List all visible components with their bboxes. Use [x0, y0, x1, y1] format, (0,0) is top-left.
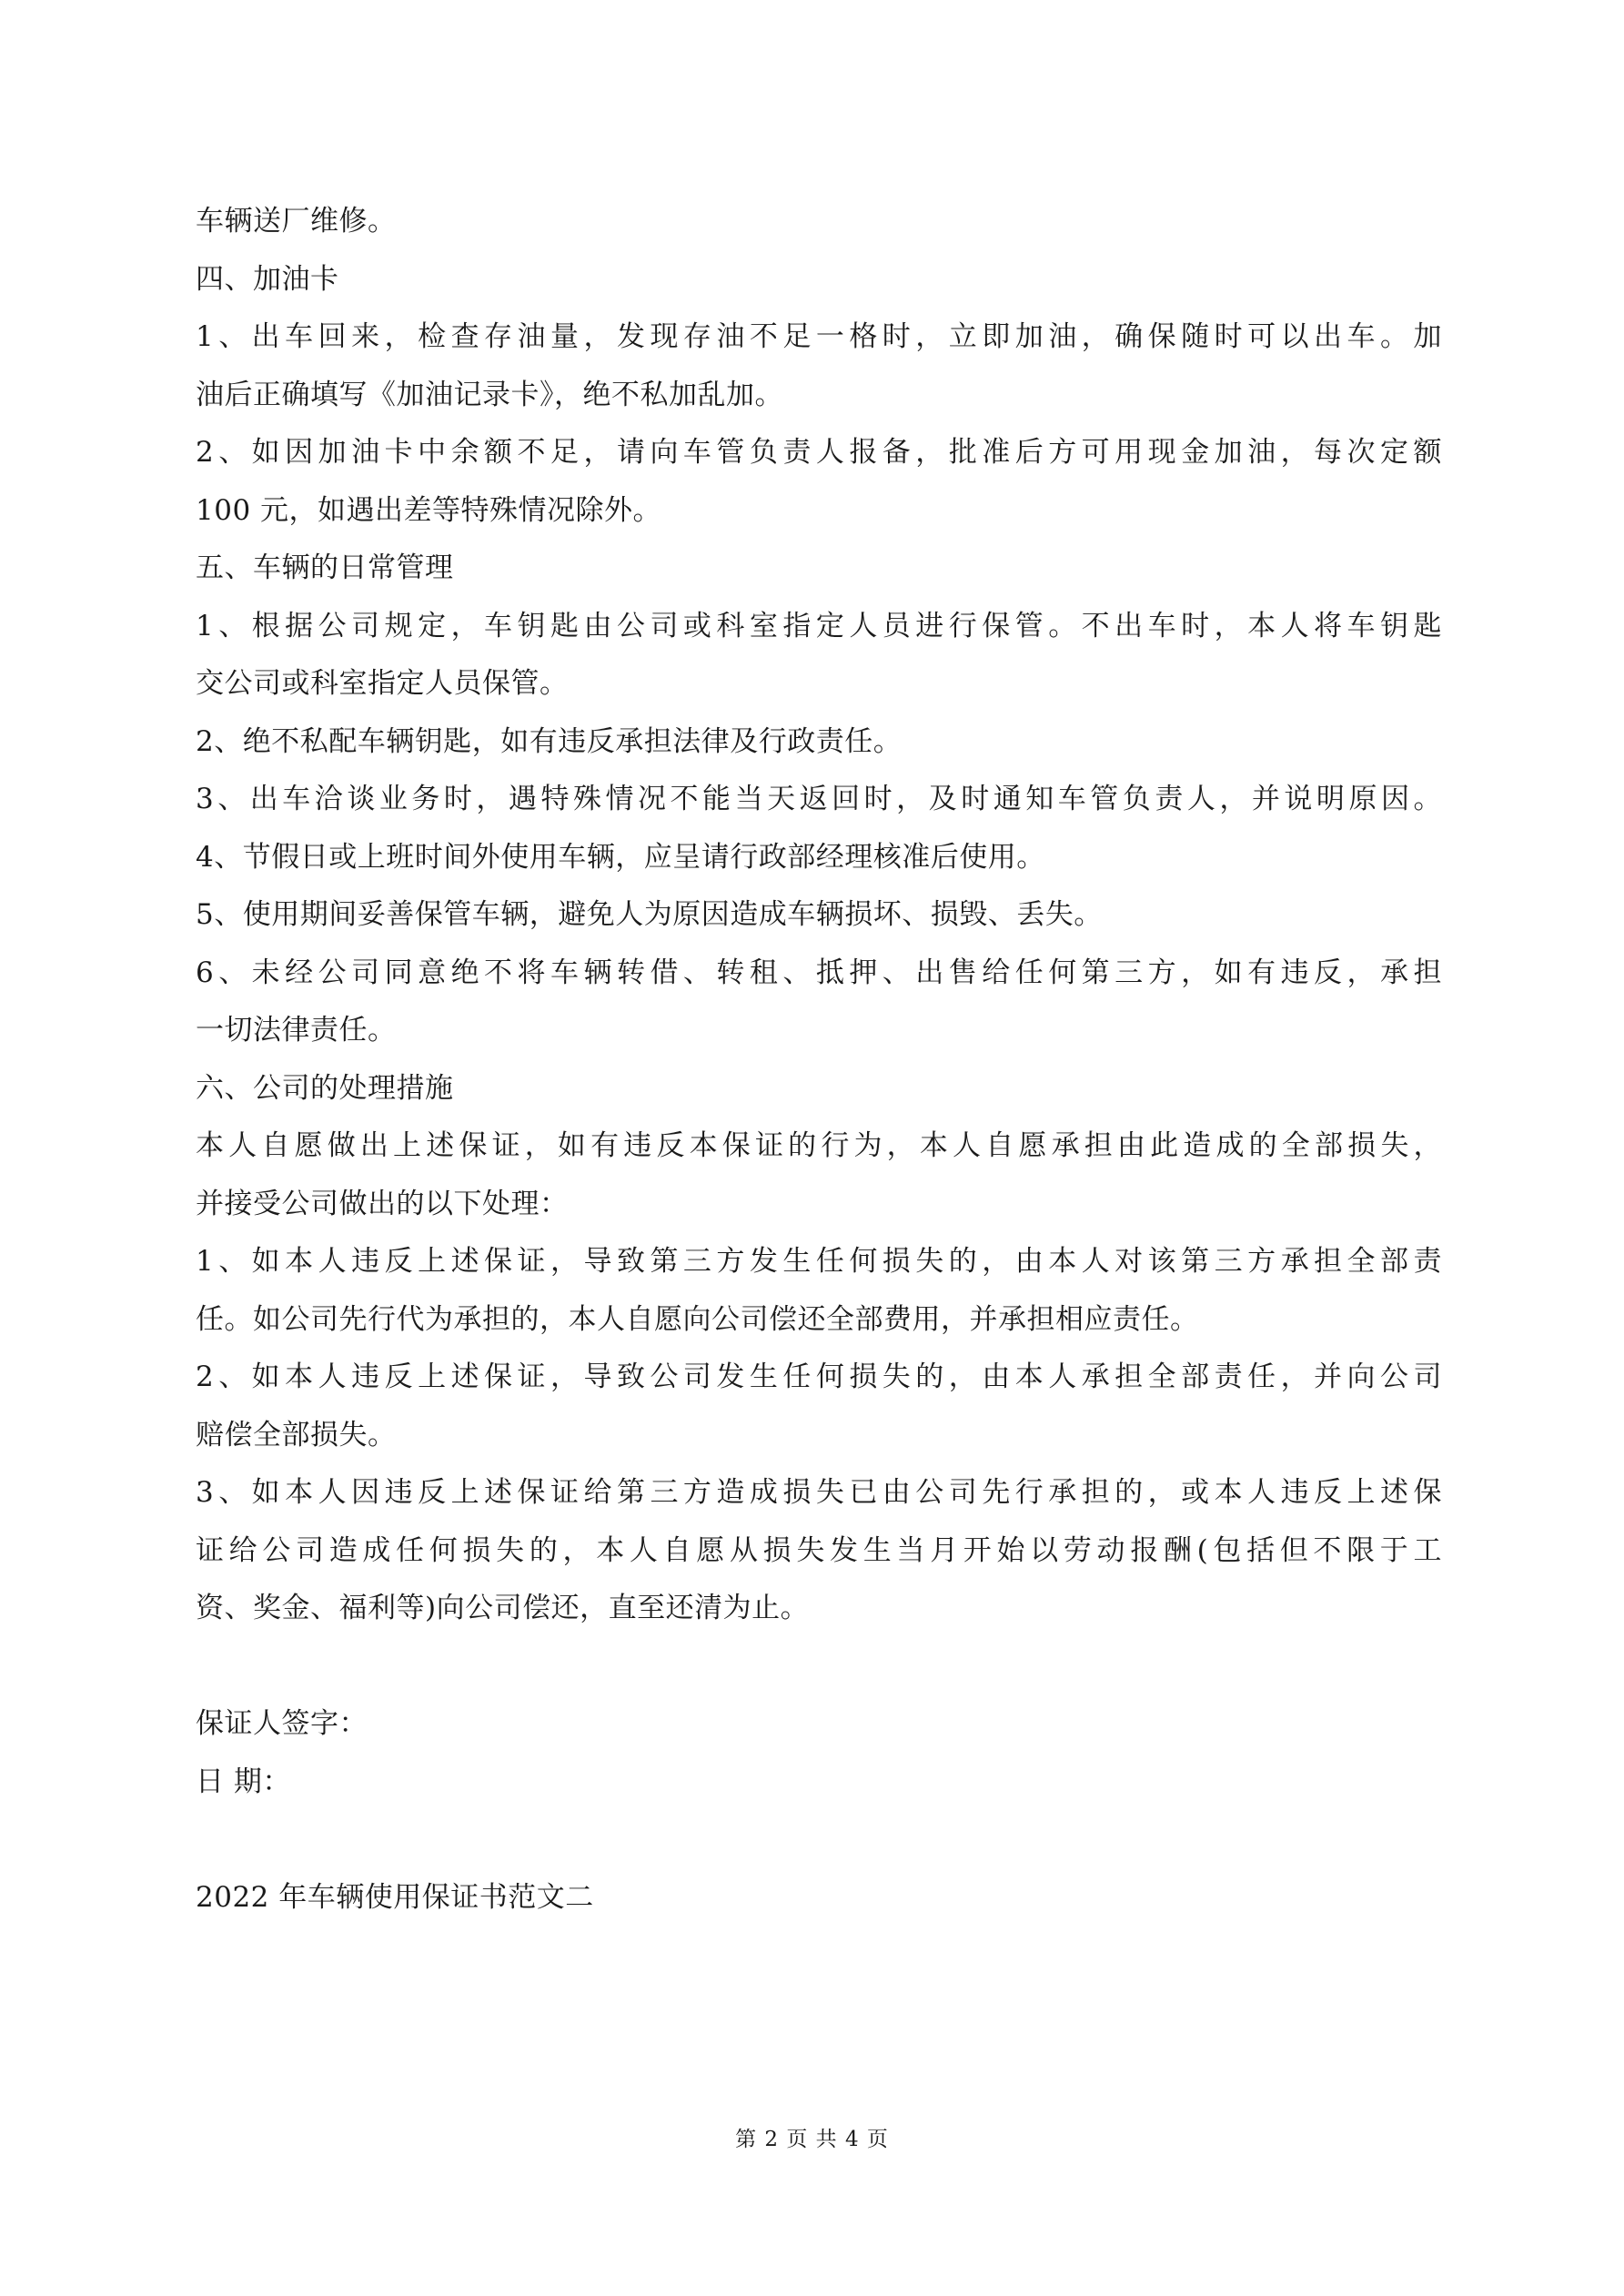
page-footer: 第 2 页 共 4 页 [735, 2128, 889, 2151]
text-line: 油后正确填写《加油记录卡》，绝不私加乱加。 [196, 378, 783, 411]
text-line: 本人自愿做出上述保证，如有违反本保证的行为，本人自愿承担由此造成的全部损失， [196, 1129, 1442, 1162]
text-line: 3、如本人因违反上述保证给第三方造成损失已由公司先行承担的，或本人违反上述保 [196, 1476, 1442, 1509]
text-line: 并接受公司做出的以下处理： [196, 1187, 569, 1220]
document-body [196, 193, 1442, 1927]
text-line: 1、如本人违反上述保证，导致第三方发生任何损失的，由本人对该第三方承担全部责 [196, 1245, 1442, 1278]
text-line: 任。如公司先行代为承担的，本人自愿向公司偿还全部费用，并承担相应责任。 [196, 1302, 1199, 1336]
text-line: 赔偿全部损失。 [196, 1418, 397, 1451]
text-line: 证给公司造成任何损失的，本人自愿从损失发生当月开始以劳动报酬(包括但不限于工 [196, 1533, 1442, 1567]
section-heading: 四、加油卡 [196, 262, 339, 296]
text-line: 100 元，如遇出差等特殊情况除外。 [196, 493, 662, 527]
blank-line [196, 1638, 1442, 1696]
next-section-title: 2022 年车辆使用保证书范文二 [196, 1880, 594, 1914]
text-line: 4、节假日或上班时间外使用车辆，应呈请行政部经理核准后使用。 [196, 840, 1045, 874]
text-line: 1、出车回来，检查存油量，发现存油不足一格时，立即加油，确保随时可以出车。加 [196, 320, 1442, 353]
text-line: 资、奖金、福利等)向公司偿还，直至还清为止。 [196, 1592, 810, 1624]
text-line: 2、绝不私配车辆钥匙，如有违反承担法律及行政责任。 [196, 724, 903, 758]
text-line: 2、如因加油卡中余额不足，请向车管负责人报备，批准后方可用现金加油，每次定额 [196, 436, 1442, 469]
section-heading: 六、公司的处理措施 [196, 1071, 454, 1105]
text-line: 5、使用期间妥善保管车辆，避免人为原因造成车辆损坏、损毁、丢失。 [196, 898, 1103, 931]
text-line: 交公司或科室指定人员保管。 [196, 667, 569, 700]
text-line: 3、出车洽谈业务时，遇特殊情况不能当天返回时，及时通知车管负责人，并说明原因。 [196, 783, 1442, 815]
section-heading: 五、车辆的日常管理 [196, 551, 454, 584]
text-line: 车辆送厂维修。 [196, 205, 397, 238]
text-line: 2、如本人违反上述保证，导致公司发生任何损失的，由本人承担全部责任，并向公司 [196, 1360, 1442, 1393]
signature-label: 保证人签字： [196, 1707, 368, 1740]
blank-line [196, 1811, 1442, 1869]
date-label: 日 期： [196, 1765, 291, 1798]
text-line: 一切法律责任。 [196, 1014, 397, 1047]
text-line: 6、未经公司同意绝不将车辆转借、转租、抵押、出售给任何第三方，如有违反，承担 [196, 956, 1442, 989]
text-line: 1、根据公司规定，车钥匙由公司或科室指定人员进行保管。不出车时，本人将车钥匙 [196, 609, 1442, 642]
